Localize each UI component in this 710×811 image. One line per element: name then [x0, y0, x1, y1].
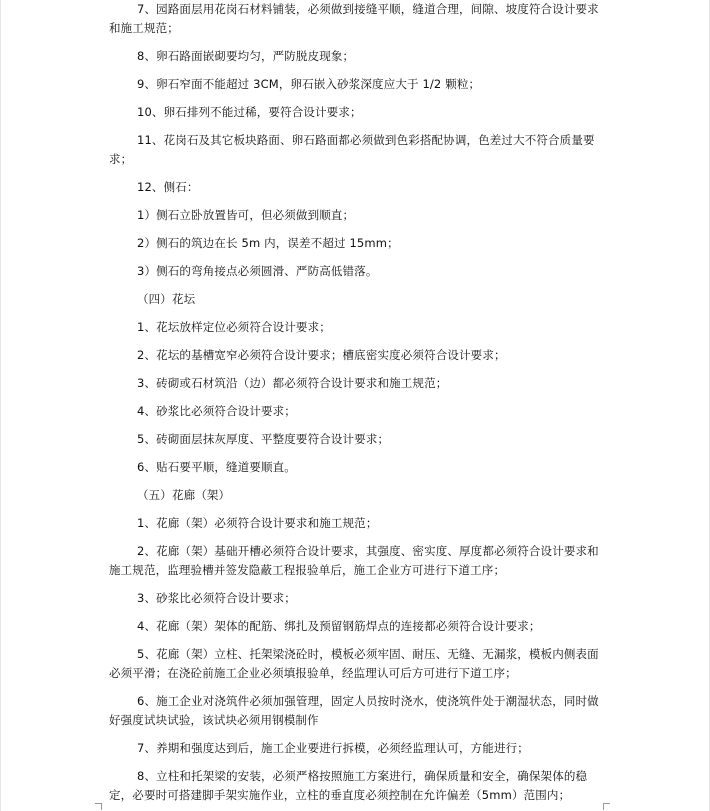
- margin-corner-mark: [603, 803, 610, 810]
- list-item-pergola-4: 4、花廊（架）架体的配筋、绑扎及预留钢筋焊点的连接都必须符合设计要求；: [137, 619, 541, 633]
- list-item-pergola-7: 7、养期和强度达到后，施工企业要进行拆模，必须经监理认可，方能进行；: [137, 741, 529, 755]
- list-item-flowerbed-2: 2、花坛的基槽宽窄必须符合设计要求；槽底密实度必须符合设计要求；: [137, 348, 506, 362]
- paragraph-8: 8、卵石路面嵌砌要均匀，严防脱皮现象；: [137, 49, 355, 63]
- paragraph-7: 7、园路面层用花岗石材料铺装，必须做到接缝平顺，缝道合理，间隙、坡度符合设计要求和施工规范；: [109, 2, 599, 35]
- list-item-curb-2: 2）侧石的筑边在长 5m 内，误差不超过 15mm；: [137, 236, 399, 250]
- section-heading-flowerbed: （四）花坛: [137, 292, 196, 306]
- paragraph-9: 9、卵石窄面不能超过 3CM，卵石嵌入砂浆深度应大于 1/2 颗粒；: [137, 77, 481, 91]
- paragraph-10: 10、卵石排列不能过稀，要符合设计要求；: [137, 105, 362, 119]
- paragraph-12: 12、侧石：: [137, 180, 199, 194]
- list-item-pergola-8: 8、立柱和托架梁的安装，必须严格按照施工方案进行，确保质量和安全，确保架体的稳定，必要时可搭建脚手架实施作业，立柱的垂直度必须控制在允许偏差（5mm）范围内；: [109, 769, 588, 802]
- list-item-flowerbed-3: 3、砖砌或石材筑沿（边）都必须符合设计要求和施工规范；: [137, 376, 448, 390]
- list-item-curb-1: 1）侧石立卧放置皆可，但必须做到顺直；: [137, 208, 355, 222]
- list-item-flowerbed-1: 1、花坛放样定位必须符合设计要求；: [137, 320, 331, 334]
- list-item-pergola-6: 6、施工企业对浇筑件必须加强管理，固定人员按时浇水，使浇筑件处于潮湿状态，同时做好强度试块试验，该试块必须用钢模制作: [109, 694, 599, 727]
- list-item-flowerbed-4: 4、砂浆比必须符合设计要求；: [137, 404, 296, 418]
- list-item-pergola-3: 3、砂浆比必须符合设计要求；: [137, 591, 296, 605]
- list-item-pergola-5: 5、花廊（架）立柱、托架梁浇砼时，模板必须牢固、耐压、无缝、无漏浆，模板内侧表面必须平滑；在浇砼前施工企业必须填报验单，经监理认可后方可进行下道工序；: [109, 647, 599, 680]
- list-item-pergola-1: 1、花廊（架）必须符合设计要求和施工规范；: [137, 516, 378, 530]
- document-body: [109, 0, 609, 805]
- section-heading-pergola: （五）花廊（架）: [137, 488, 231, 502]
- list-item-pergola-2: 2、花廊（架）基础开槽必须符合设计要求，其强度、密实度、厚度都必须符合设计要求和施工规范，监理验槽并签发隐蔽工程报验单后，施工企业方可进行下道工序；: [109, 544, 599, 577]
- list-item-curb-3: 3）侧石的弯角接点必须圆滑、严防高低错落。: [137, 264, 378, 278]
- list-item-flowerbed-5: 5、砖砌面层抹灰厚度、平整度要符合设计要求；: [137, 432, 390, 446]
- margin-corner-mark: [95, 803, 102, 810]
- paragraph-11: 11、花岗石及其它板块路面、卵石路面都必须做到色彩搭配协调，色差过大不符合质量要求；: [109, 133, 595, 166]
- list-item-flowerbed-6: 6、贴石要平顺，缝道要顺直。: [137, 460, 296, 474]
